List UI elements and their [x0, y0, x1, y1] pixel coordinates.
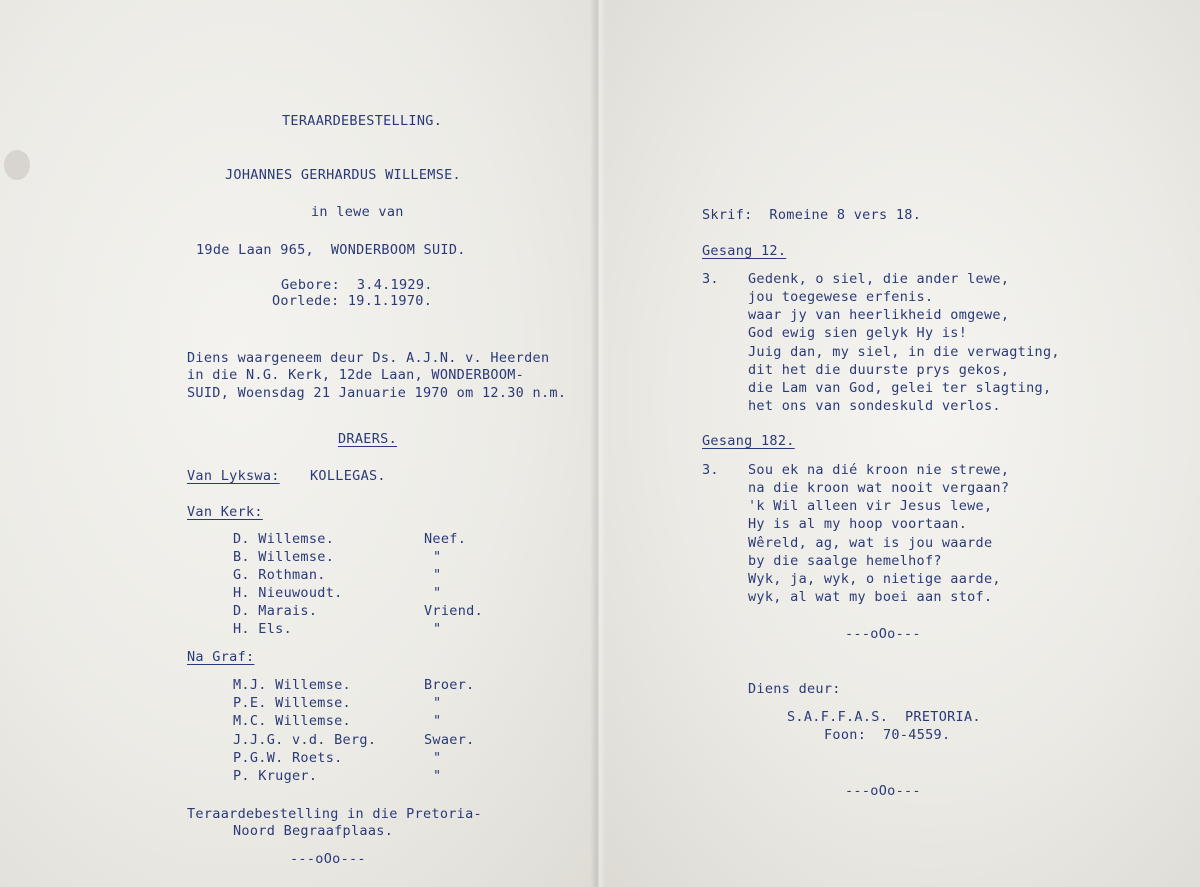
bearer-name: P.E. Willemse. [233, 695, 351, 711]
lives-at-label: in lewe van [311, 204, 404, 220]
hymn-1-verse-number: 3. [702, 271, 719, 287]
hymn-2-line: Hy is al my hoop voortaan. [748, 516, 968, 532]
burial-line-2: Noord Begraafplaas. [233, 823, 394, 839]
service-line-3: SUID, Woensdag 21 Januarie 1970 om 12.30 n.m. [187, 385, 567, 401]
bearer-relation: " [433, 549, 442, 565]
bearer-name: H. Els. [233, 621, 292, 637]
hymn-1-line: waar jy van heerlikheid omgewe, [748, 307, 1010, 323]
bearer-relation: " [433, 750, 442, 766]
document-title: TERAARDEBESTELLING. [282, 113, 443, 129]
service-line-2: in die N.G. Kerk, 12de Laan, WONDERBOOM- [187, 367, 525, 383]
bearer-relation: Vriend. [424, 603, 483, 619]
bearer-relation: Swaer. [424, 732, 475, 748]
hymn-1-line: dit het die duurste prys gekos, [748, 362, 1010, 378]
hymn-2-line: Wêreld, ag, wat is jou waarde [748, 535, 993, 551]
hymn-1-title: Gesang 12. [702, 243, 787, 259]
bearers-heading: DRAERS. [338, 431, 397, 447]
hymn-2-line: 'k Wil alleen vir Jesus lewe, [748, 498, 993, 514]
hymn-1-line: Gedenk, o siel, die ander lewe, [748, 271, 1010, 287]
hymn-2-title: Gesang 182. [702, 433, 795, 449]
burial-line-1: Teraardebestelling in die Pretoria- [187, 806, 482, 822]
hymn-1-line: die Lam van God, gelei ter slagting, [748, 380, 1052, 396]
organisation-name: S.A.F.F.A.S. PRETORIA. [787, 709, 981, 725]
hymn-2-verse-number: 3. [702, 462, 719, 478]
deceased-name: JOHANNES GERHARDUS WILLEMSE. [225, 167, 461, 183]
scripture-reading: Skrif: Romeine 8 vers 18. [702, 207, 922, 223]
bearer-name: D. Marais. [233, 603, 318, 619]
hymn-2-line: Sou ek na dié kroon nie strewe, [748, 462, 1010, 478]
bearer-relation: Broer. [424, 677, 475, 693]
bearer-name: M.C. Willemse. [233, 713, 351, 729]
graf-label: Na Graf: [187, 649, 255, 665]
bearer-relation: " [433, 621, 442, 637]
bearer-name: M.J. Willemse. [233, 677, 351, 693]
hymn-1-line: jou toegewese erfenis. [748, 289, 934, 305]
hymn-2-line: wyk, al wat my boei aan stof. [748, 589, 993, 605]
hymn-2-line: na die kroon wat nooit vergaan? [748, 480, 1010, 496]
hymn-2-line: Wyk, ja, wyk, o nietige aarde, [748, 571, 1001, 587]
birth-date: Gebore: 3.4.1929. [281, 277, 433, 293]
bearer-relation: " [433, 768, 442, 784]
kerk-label: Van Kerk: [187, 504, 263, 520]
bearer-name: B. Willemse. [233, 549, 335, 565]
separator: ---oOo--- [290, 851, 366, 867]
paper-stain [4, 150, 30, 180]
bearer-relation: " [433, 585, 442, 601]
bearer-name: P.G.W. Roets. [233, 750, 343, 766]
separator: ---oOo--- [845, 626, 921, 642]
hymn-1-line: God ewig sien gelyk Hy is! [748, 325, 968, 341]
hymn-1-line: het ons van sondeskuld verlos. [748, 398, 1001, 414]
separator: ---oOo--- [845, 783, 921, 799]
service-by-label: Diens deur: [748, 681, 841, 697]
service-line-1: Diens waargeneem deur Ds. A.J.N. v. Heerden [187, 350, 550, 366]
bearer-name: D. Willemse. [233, 531, 335, 547]
address: 19de Laan 965, WONDERBOOM SUID. [196, 242, 466, 258]
page-fold [590, 0, 606, 887]
right-page [598, 0, 1200, 887]
bearer-name: P. Kruger. [233, 768, 318, 784]
bearer-relation: " [433, 567, 442, 583]
lykswa-value: KOLLEGAS. [310, 468, 386, 484]
bearer-relation: " [433, 695, 442, 711]
bearer-name: G. Rothman. [233, 567, 326, 583]
phone-number: Foon: 70-4559. [824, 727, 951, 743]
bearer-name: J.J.G. v.d. Berg. [233, 732, 377, 748]
bearer-relation: " [433, 713, 442, 729]
hymn-2-line: by die saalge hemelhof? [748, 553, 942, 569]
lykswa-label: Van Lykswa: [187, 468, 280, 484]
bearer-name: H. Nieuwoudt. [233, 585, 343, 601]
bearer-relation: Neef. [424, 531, 467, 547]
death-date: Oorlede: 19.1.1970. [272, 293, 433, 309]
hymn-1-line: Juig dan, my siel, in die verwagting, [748, 344, 1060, 360]
